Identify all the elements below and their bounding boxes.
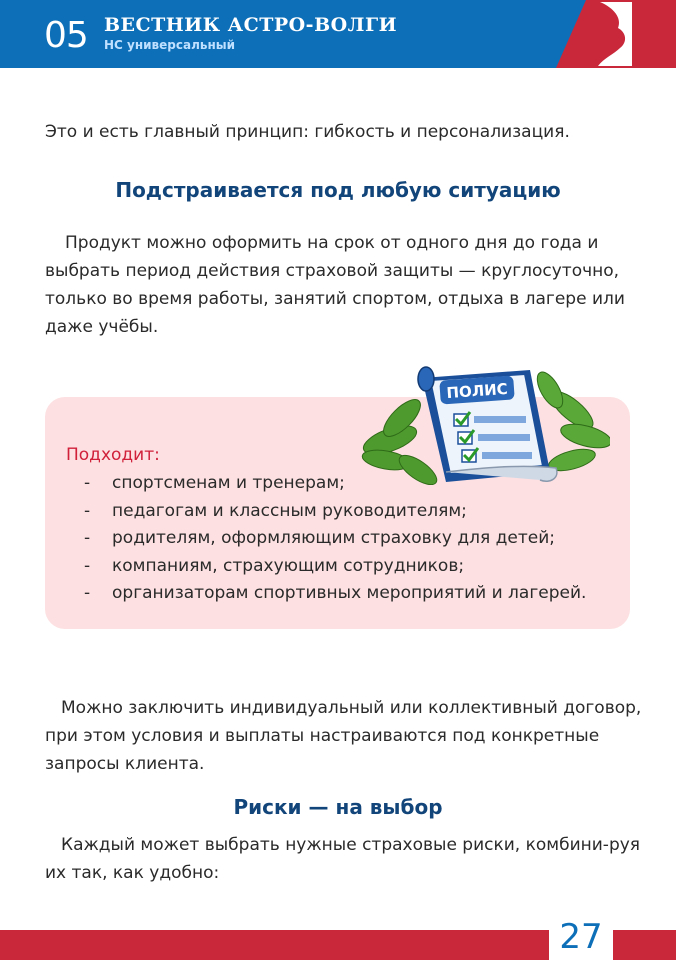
policy-label: ПОЛИС xyxy=(445,379,509,403)
section-heading-situation: Подстраивается под любую ситуацию xyxy=(115,178,561,202)
list-item-text: родителям, оформляющим страховку для детей; xyxy=(112,528,555,548)
paragraph-contract: Можно заключить индивидуальный или коллективный договор, при этом условия и выплаты настраиваются под конкретные запросы клиента. xyxy=(45,698,642,774)
list-item xyxy=(84,470,586,498)
list-item xyxy=(84,525,586,553)
paragraph-risks: Каждый может выбрать нужные страховые риски, комбини-руя их так, как удобно: xyxy=(45,835,641,883)
list-bullet: - xyxy=(84,583,91,603)
paragraph-product-term: Продукт можно оформить на срок от одного дня до года и выбрать период действия страховой защиты — круглосуточно, только во время работы, занятий спортом, отдыха в лагере или даже учёбы. xyxy=(45,233,625,337)
issue-number: 05 xyxy=(44,15,88,56)
list-item-text: организаторам спортивных мероприятий и лагерей. xyxy=(112,583,587,603)
list-item xyxy=(84,580,586,608)
list-item xyxy=(84,553,586,581)
callout-title: Подходит: xyxy=(66,445,160,465)
list-bullet: - xyxy=(84,555,91,576)
list-item-text: педагогам и классным руководителям; xyxy=(112,500,467,521)
list-item-text: компаниям, страхующим сотрудников; xyxy=(112,555,465,576)
header-bar xyxy=(0,0,676,68)
list-bullet: - xyxy=(84,473,91,493)
policy-document-icon xyxy=(360,360,610,485)
list-bullet: - xyxy=(84,500,91,521)
list-item-text: спортсменам и тренерам; xyxy=(112,473,345,493)
magazine-subtitle: НС универсальный xyxy=(104,38,236,52)
suitable-for-list xyxy=(84,470,586,608)
section-heading-risks: Риски — на выбор xyxy=(233,795,443,819)
list-item xyxy=(84,498,586,526)
magazine-title: ВЕСТНИК АСТРО-ВОЛГИ xyxy=(104,14,398,36)
page-number: 27 xyxy=(559,917,603,957)
intro-text: Это и есть главный принцип: гибкость и персонализация. xyxy=(45,122,570,142)
list-bullet: - xyxy=(84,528,91,548)
brand-logo-icon xyxy=(592,2,632,66)
